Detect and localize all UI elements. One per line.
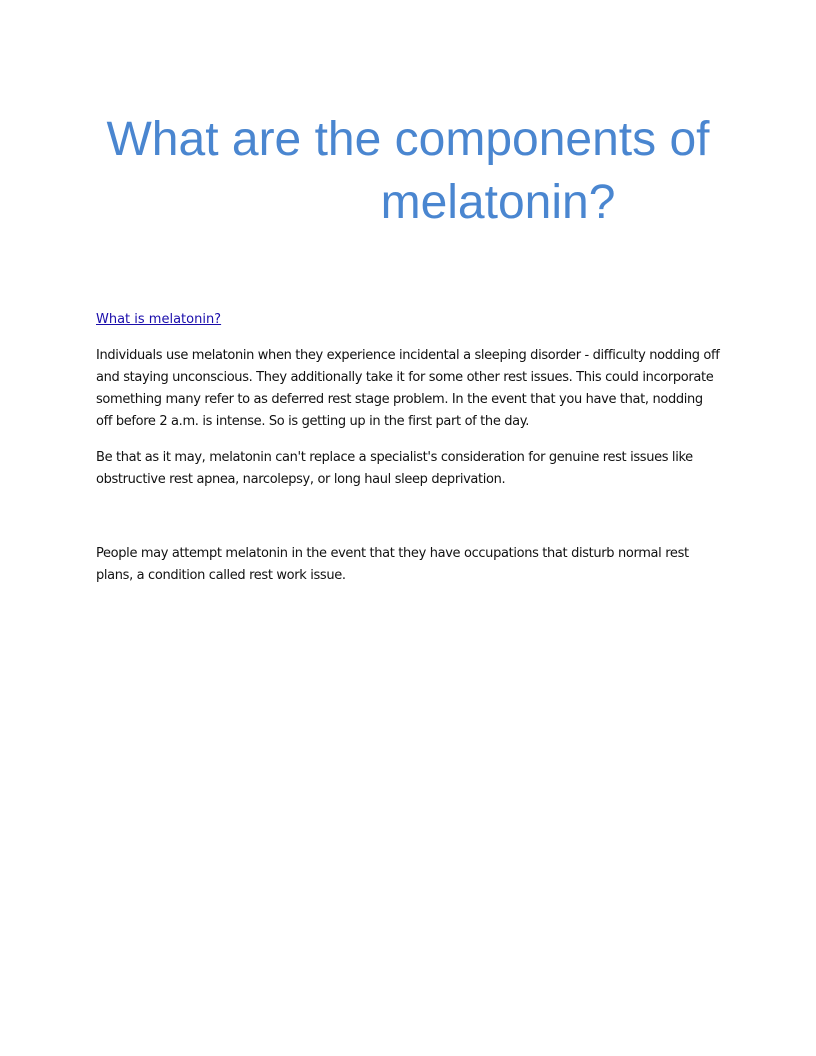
document-body bbox=[96, 309, 720, 587]
paragraph-3: People may attempt melatonin in the event that they have occupations that disturb normal rest plans, a condition called rest work issue. bbox=[96, 546, 689, 583]
page-title-line-2: melatonin? bbox=[380, 176, 616, 229]
paragraph-2: Be that as it may, melatonin can't replace a specialist's consideration for genuine rest issues like obstructive rest apnea, narcolepsy, or long haul sleep deprivation. bbox=[96, 450, 693, 487]
page-title-line-1: What are the components of bbox=[106, 113, 710, 166]
what-is-melatonin-link[interactable]: What is melatonin? bbox=[96, 312, 222, 327]
page-title bbox=[96, 108, 720, 234]
paragraph-1: Individuals use melatonin when they experience incidental a sleeping disorder - difficulty nodding off and staying unconscious. They additionally take it for some other rest issues. This could incorporate something many refer to as deferred rest stage problem. In the event that you have that, nodding off before 2 a.m. is intense. So is getting up in the first part of the day. bbox=[96, 348, 720, 429]
